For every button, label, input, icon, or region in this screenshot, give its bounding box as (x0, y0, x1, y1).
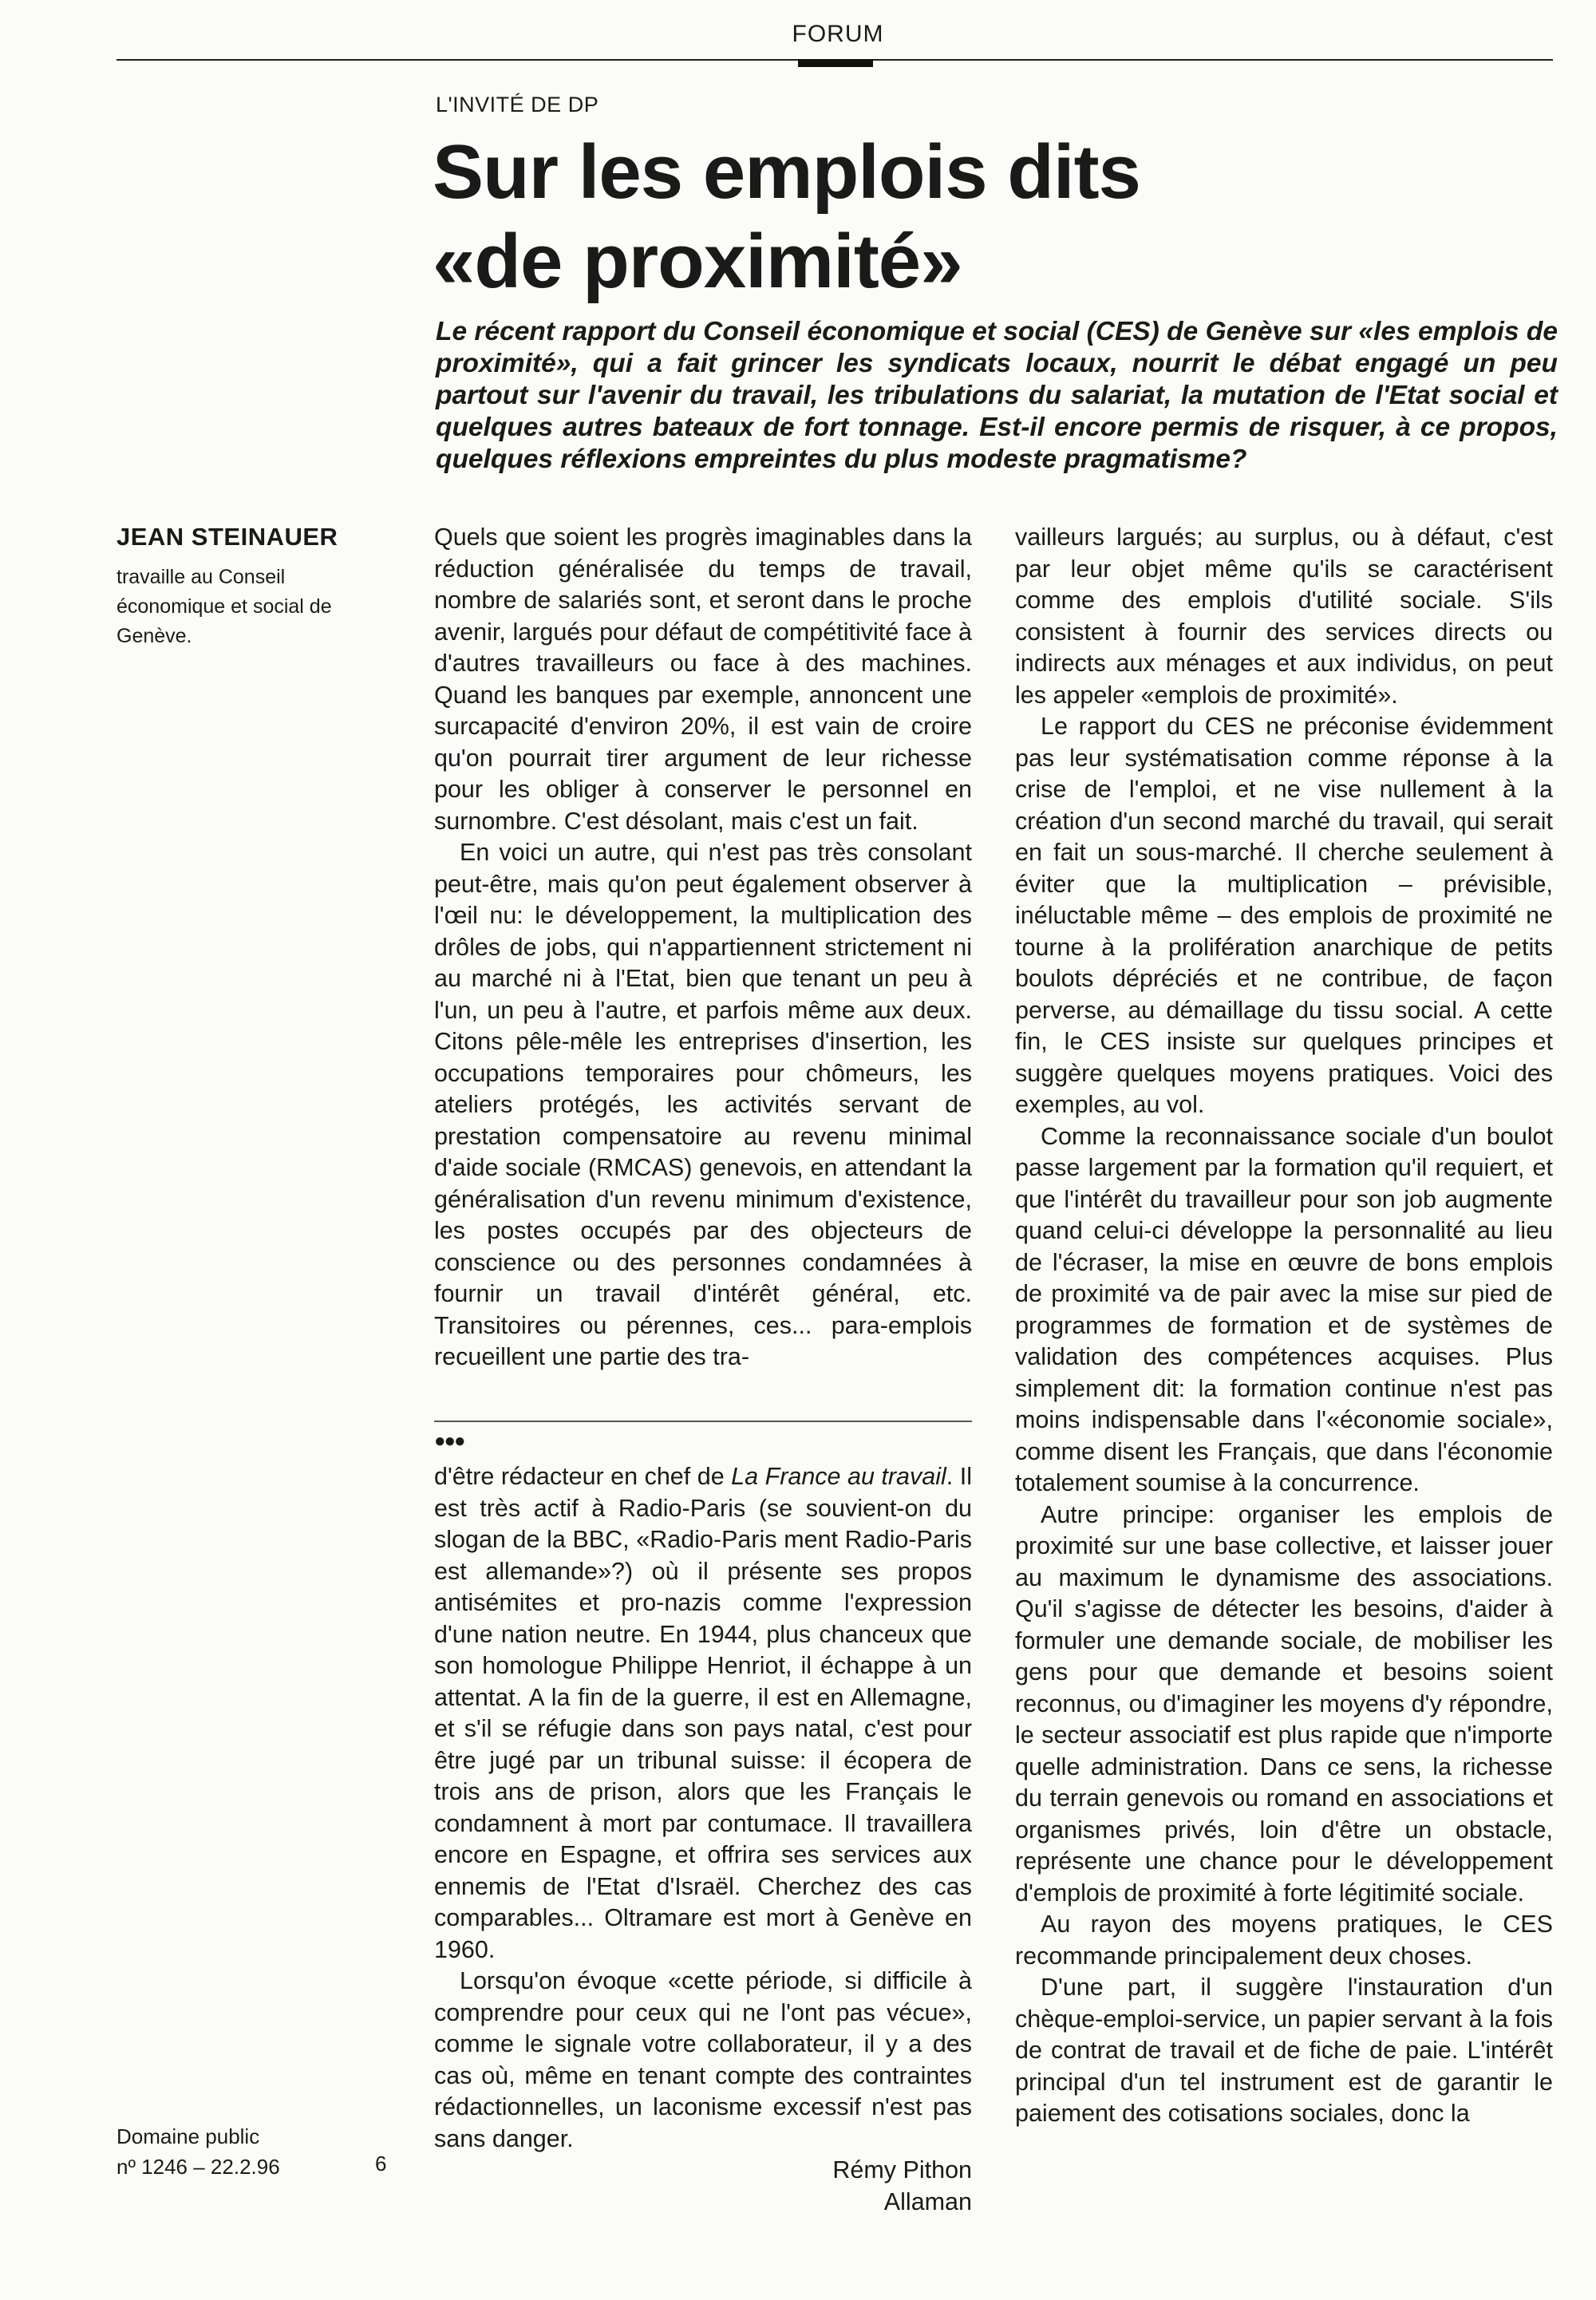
paragraph: Quels que soient les progrès imaginables dans la réduction généralisée du temps de travail, nombre de salariés sont, et seront dans le proche avenir, largués pour défaut de compétitivité face à d'autres travailleurs ou face à des machines. Quand les banques par exemple, annoncent une surcapacité d'environ 20%, il est vain de croire qu'on pourrait tirer argument de leur richesse pour les obliger à conserver le personnel en surnombre. C'est désolant, mais c'est un fait. (434, 524, 972, 835)
paragraph: Comme la reconnaissance sociale d'un boulot passe largement par la formation qu'il requiert, et que l'intérêt du travailleur pour son job augmente quand celui-ci développe la personnalité au lieu de l'écraser, la mise en œuvre de bons emplois de proximité va de pair avec la mise sur pied de programmes de formation et de systèmes de validation des compétences acquises. Plus simplement dit: la formation continue n'est pas moins indispensable dans l'«économie sociale», comme disent les Français, que dans l'économie totalement soumise à la concurrence. (1015, 1122, 1553, 1496)
paragraph: En voici un autre, qui n'est pas très consolant peut-être, mais qu'on peut également observer à l'œil nu: le développement, la multiplication des drôles de jobs, qui n'appartiennent strictement ni au marché ni à l'Etat, bien que tenant un peu à l'un, un peu à l'autre, et parfois même aux deux. Citons pêle-mêle les entreprises d'insertion, les occupations temporaires pour chômeurs, les ateliers protégés, les activités servant de prestation compensatoire au revenu minimal d'aide sociale (RMCAS) genevois, en attendant la généralisation d'un revenu minimum d'existence, les postes occupés par des objecteurs de conscience ou des personnes condamnées à fournir un travail d'intérêt général, etc. Transitoires ou pérennes, ces... para-emplois recueillent une partie des tra- (434, 839, 972, 1370)
article-column-1 (434, 522, 972, 1373)
section-tab-marker (798, 59, 873, 67)
author-name: JEAN STEINAUER (117, 523, 338, 551)
letter-column (434, 1461, 972, 2218)
letter-divider (434, 1421, 972, 1422)
author-bio: travaille au Conseil économique et social de Genève. (117, 566, 332, 647)
article-lead: Le récent rapport du Conseil économique et social (CES) de Genève sur «les emplois de proximité», qui a fait grincer les syndicats locaux, nourrit le débat engagé un peu partout sur l'avenir du travail, les tribulations du salariat, la mutation de l'Etat social et quelques autres bateaux de fort tonnage. Est-il encore permis de risquer, à ce propos, quelques réflexions empreintes du plus modeste pragmatisme? (436, 317, 1558, 474)
separator-dots: ●●● (434, 1430, 464, 1452)
article-kicker: L'INVITÉ DE DP (436, 93, 599, 117)
newspaper-title: La France au travail (731, 1463, 946, 1490)
section-label: FORUM (792, 21, 884, 47)
paragraph: D'une part, il suggère l'instauration d'un chèque-emploi-service, un papier servant à la fois de contrat de travail et de fiche de paie. L'intérêt principal d'un tel instrument est de garantir le paiement des cotisations sociales, donc la (1015, 1974, 1553, 2127)
paragraph: Autre principe: organiser les emplois de proximité sur une base collective, et laisser jouer au maximum le dynamisme des associations. Qu'il s'agisse de détecter les besoins, d'aider à formuler une demande sociale, de mobiliser les gens pour que demande et besoins soient reconnus, ou d'imaginer les moyens d'y répondre, le secteur associatif est plus rapide que n'importe quelle administration. Dans ce sens, la richesse du terrain genevois ou romand en associations et organismes privés, loin d'être un obstacle, représente une chance pour le développement d'emplois de proximité à forte légitimité sociale. (1015, 1500, 1553, 1907)
signature-place: Allaman (883, 2187, 972, 2215)
publication-name: Domaine public (117, 2124, 260, 2148)
issue-info: nº 1246 – 22.2.96 (117, 2155, 280, 2179)
paragraph: Au rayon des moyens pratiques, le CES recommande principalement deux choses. (1015, 1911, 1553, 1970)
paragraph: Le rapport du CES ne préconise évidemment pas leur systématisation comme réponse à la crise de l'emploi, et ne vise nullement à la création d'un second marché du travail, qui serait en fait un sous-marché. Il cherche seulement à éviter que la multiplication – prévisible, inéluctable même – des emplois de proximité ne tourne à la prolifération anarchique de petits boulots dépréciés et ne contribue, de façon perverse, au démaillage du tissu social. A cette fin, le CES insiste sur quelques principes et suggère quelques moyens pratiques. Voici des exemples, au vol. (1015, 713, 1553, 1118)
signature-name: Rémy Pithon (832, 2156, 972, 2183)
article-column-2 (1015, 522, 1553, 2130)
footer-publication (117, 2121, 280, 2182)
title-line-2: «de proximité» (433, 219, 962, 304)
paragraph: Lorsqu'on évoque «cette période, si difficile à comprendre pour ceux qui ne l'ont pas vécue», comme le signale votre collaborateur, il y a des cas où, même en tenant compte des contraintes rédactionnelles, un laconisme excessif n'est pas sans danger. (434, 1967, 972, 2152)
title-line-1: Sur les emplois dits (433, 129, 1140, 215)
paragraph (434, 1461, 972, 1966)
letter-signature (434, 2155, 972, 2218)
page-number: 6 (375, 2152, 387, 2176)
article-title (433, 128, 1231, 306)
paragraph: vailleurs largués; au surplus, ou à défaut, c'est par leur objet même qu'ils se caractérisent comme des emplois d'utilité sociale. S'ils consistent à fournir des services directs ou indirects aux ménages et aux individus, on peut les appeler «emplois de proximité». (1015, 524, 1553, 709)
letter-text: . Il est très actif à Radio-Paris (se souvient-on du slogan de la BBC, «Radio-Paris ment Radio-Paris est allemande»?) où il présente ses propos antisémites et pro-nazis comme l'expression d'une nation neutre. En 1944, plus chanceux que son homologue Philippe Henriot, il échappe à un attentat. A la fin de la guerre, il est en Allemagne, et s'il se réfugie dans son pays natal, c'est pour être jugé par un tribunal suisse: il écopera de trois ans de prison, alors que les Français le condamnent à mort par contumace. Il travaillera encore en Espagne, et offrira ses services aux ennemis de l'Etat d'Israël. Cherchez des cas comparables... Oltramare est mort à Genève en 1960. (434, 1463, 973, 1963)
letter-text: d'être rédacteur en chef de (434, 1463, 732, 1490)
